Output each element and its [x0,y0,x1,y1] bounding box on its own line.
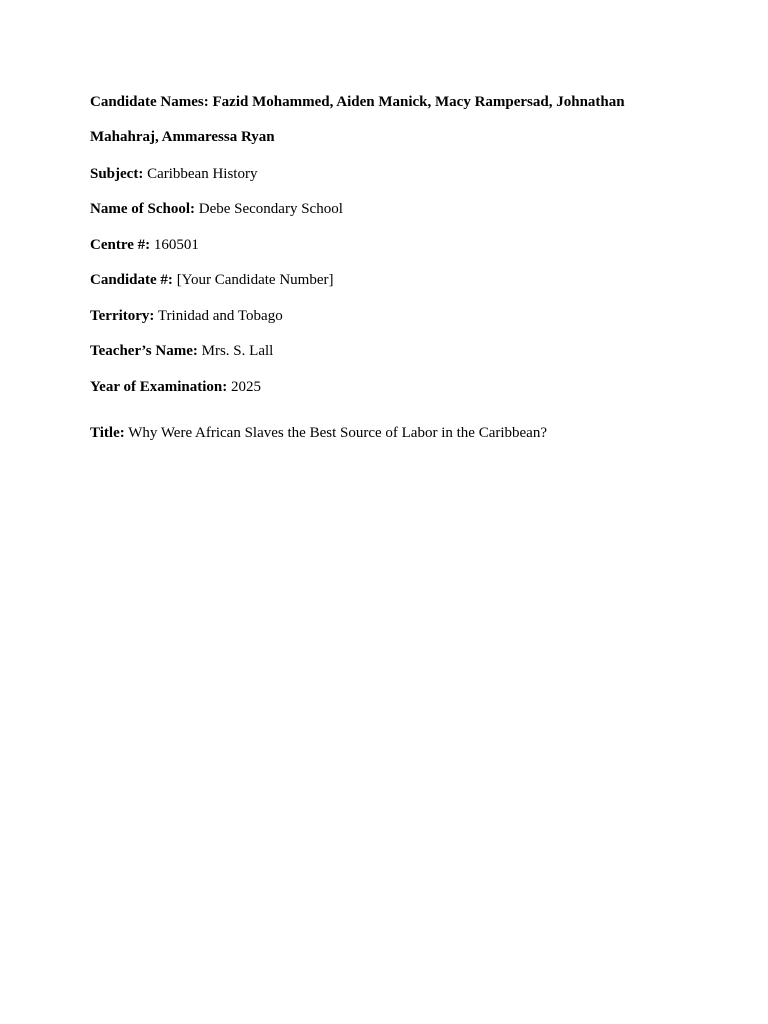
teacher-line [90,340,690,362]
centre-label: Centre #: [90,236,151,253]
school-line [90,198,690,220]
candidate-names-line [90,85,650,156]
territory-label: Territory: [90,307,155,324]
subject-line [90,163,690,185]
candidate-names-value: Fazid Mohammed, Aiden Manick, Macy Rampersad, Johnathan Mahahraj, Ammaressa Ryan [90,93,625,145]
title-value: Why Were African Slaves the Best Source of Labor in the Caribbean? [128,424,547,441]
centre-line [90,234,690,256]
exam-year-label: Year of Examination: [90,378,228,395]
territory-value: Trinidad and Tobago [157,307,283,324]
centre-value: 160501 [153,236,199,253]
title-label: Title: [90,424,125,441]
candidate-number-line [90,269,690,291]
teacher-label: Teacher’s Name: [90,343,198,359]
exam-year-value: 2025 [230,378,261,395]
subject-value: Caribbean History [147,165,258,182]
school-value: Debe Secondary School [198,201,343,217]
teacher-value: Mrs. S. Lall [201,343,274,359]
title-line [90,422,690,444]
exam-year-line [90,376,690,398]
school-label: Name of School: [90,201,195,217]
candidate-number-value: [Your Candidate Number] [176,272,334,288]
candidate-names-label: Candidate Names: [90,93,209,110]
cover-info [90,91,690,457]
territory-line [90,305,690,327]
subject-label: Subject: [90,165,144,182]
candidate-number-label: Candidate #: [90,272,173,288]
